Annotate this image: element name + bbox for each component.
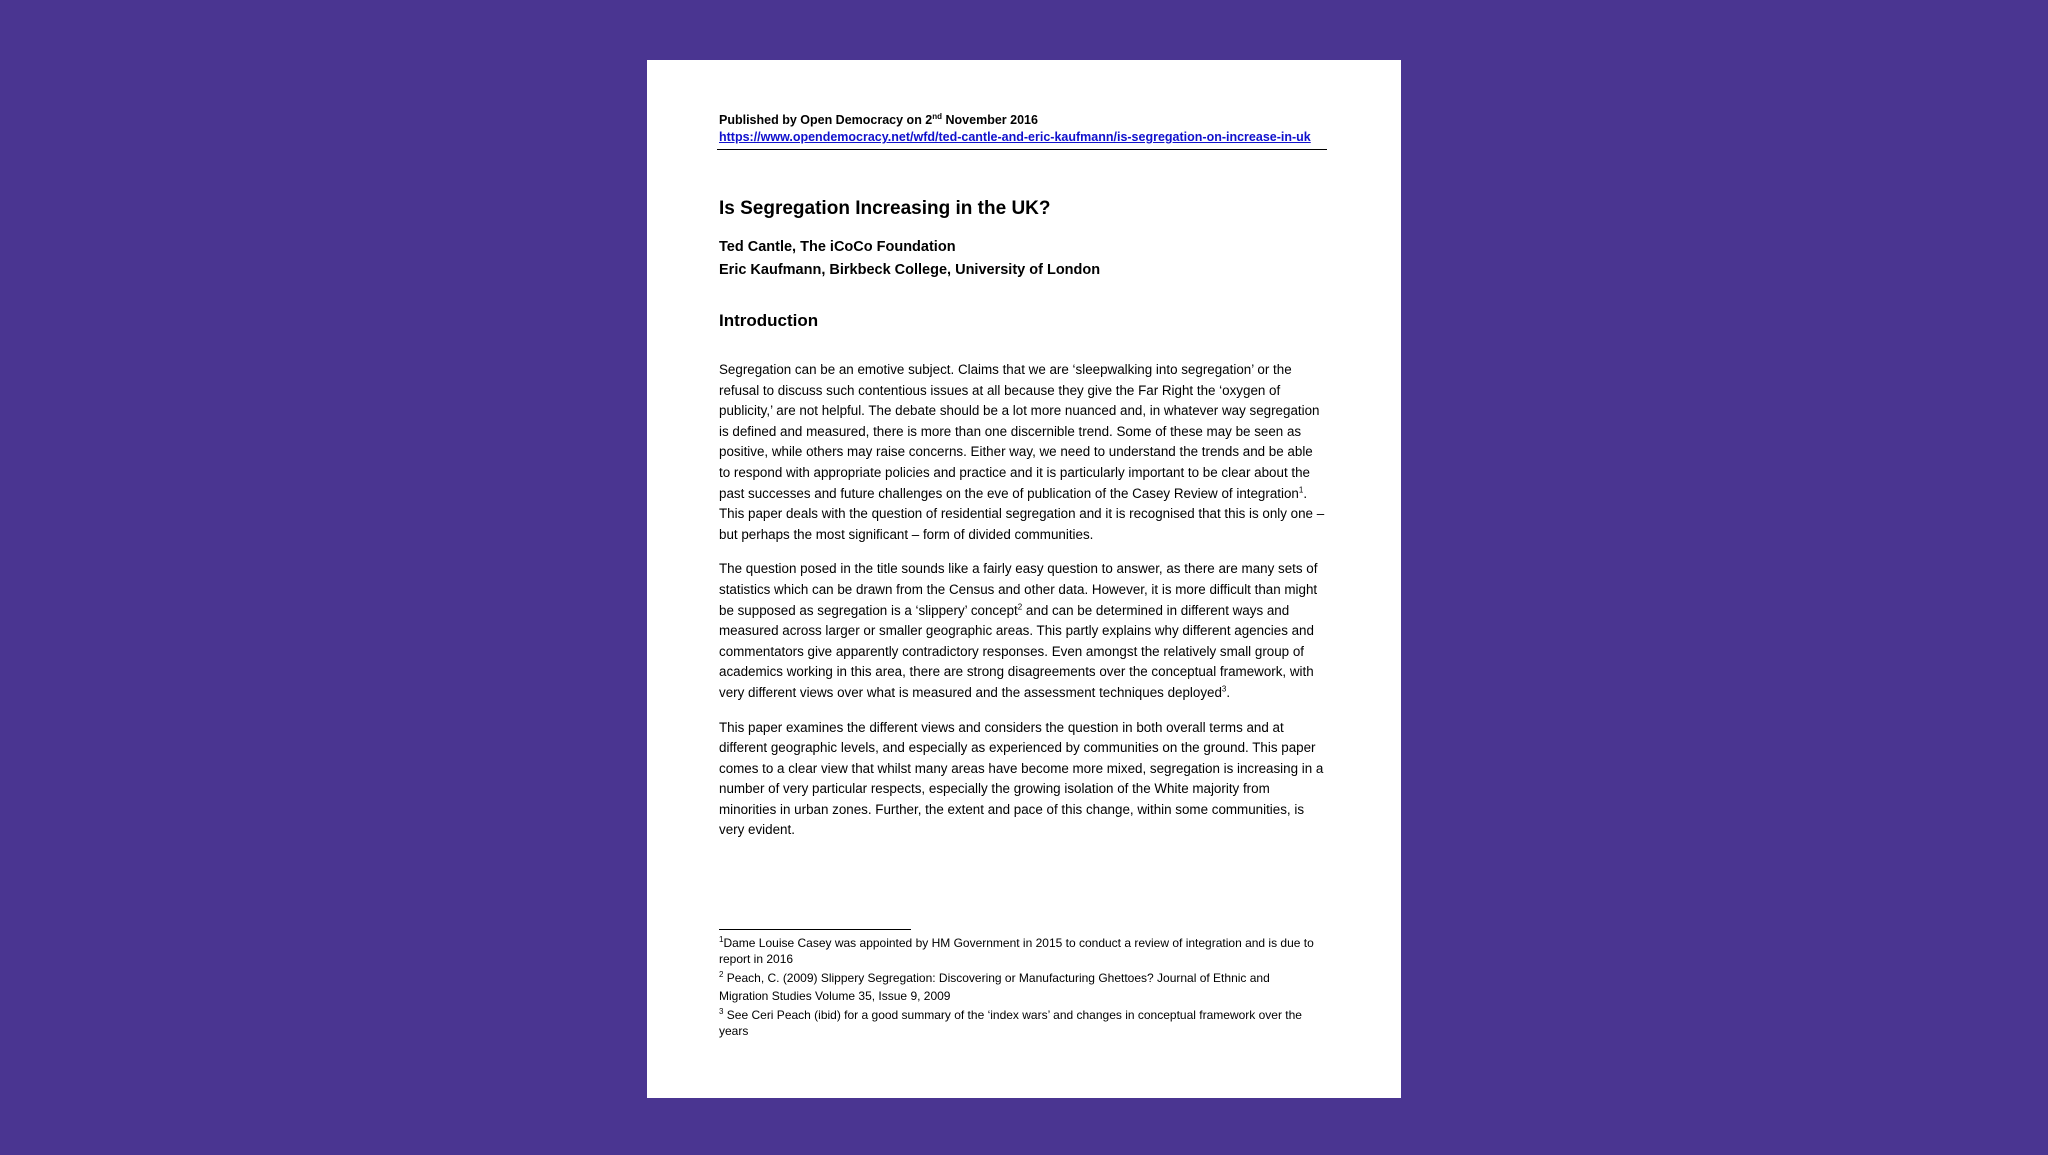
- footnote: $^1$Dame Louise Casey was appointed by HM Government in 2015 to conduct a review of integration and is due to report in 2016: [719, 935, 1314, 967]
- header-divider: [717, 149, 1327, 150]
- paragraph: Segregation can be an emotive subject. Claims that we are ‘sleepwalking into segregation’ or the refusal to discuss such contentious issues at all because they give the Far Right the ‘oxygen of publicity,’ are not helpful. The debate should be a lot more nuanced and, in whatever way segregation is defined and measured, there is more than one discernible trend. Some of these may be seen as positive, while others may raise concerns. Either way, we need to understand the trends and be able to respond with appropriate policies and practice and it is particularly important to be clear about the past successes and future challenges on the eve of publication of the Casey Review of integration$^1$. This paper deals with the question of residential segregation and it is recognised that this is only one – but perhaps the most significant – form of divided communities.: [719, 362, 1325, 542]
- footnote-ref[interactable]: 1: [1298, 485, 1304, 495]
- publication-line: Published by Open Democracy on 2nd November 2016: [719, 111, 1038, 127]
- footnote-ref[interactable]: 3: [1221, 684, 1227, 694]
- document-page: [647, 60, 1401, 1098]
- footnote: $^3$ See Ceri Peach (ibid) for a good summary of the ‘index wars’ and changes in conceptual framework over the years: [719, 1007, 1302, 1039]
- author-line: Ted Cantle, The iCoCo Foundation: [719, 239, 956, 255]
- footnote: $^2$ Peach, C. (2009) Slippery Segregation: Discovering or Manufacturing Ghettoes? Journal of Ethnic and Migration Studies Volume 35, Issue 9, 2009: [719, 970, 1270, 1004]
- footnote-divider: [719, 929, 911, 930]
- footnote-mark: 3: [719, 1007, 724, 1017]
- author-list: [719, 236, 1325, 282]
- footnote-ref[interactable]: 2: [1017, 602, 1023, 612]
- paragraph: This paper examines the different views and considers the question in both overall terms and at different geographic levels, and especially as experienced by communities on the ground. This paper comes to a clear view that whilst many areas have become more mixed, segregation is increasing in a number of very particular respects, especially the growing isolation of the White majority from minorities in urban zones. Further, the extent and pace of this change, within some communities, is very evident.: [719, 719, 1324, 838]
- footnote-mark: 2: [719, 970, 724, 980]
- section-heading: Introduction: [719, 311, 819, 330]
- document-title: Is Segregation Increasing in the UK?: [719, 198, 1051, 219]
- ordinal-suffix: nd: [932, 111, 943, 121]
- author-line: Eric Kaufmann, Birkbeck College, University of London: [719, 262, 1101, 278]
- source-url-link[interactable]: https://www.opendemocracy.net/wfd/ted-cantle-and-eric-kaufmann/is-segregation-on-increase-in-uk: [719, 130, 1311, 144]
- paragraph: The question posed in the title sounds like a fairly easy question to answer, as there are many sets of statistics which can be drawn from the Census and other data. However, it is more difficult than might be supposed as segregation is a ‘slippery’ concept$^2$ and can be determined in different ways and measured across larger or smaller geographic areas. This partly explains why different agencies and commentators give apparently contradictory responses. Even amongst the relatively small group of academics working in this area, there are strong disagreements over the conceptual framework, with very different views over what is measured and the assessment techniques deployed$^3$.: [719, 561, 1318, 700]
- footnote-mark: 1: [719, 935, 724, 945]
